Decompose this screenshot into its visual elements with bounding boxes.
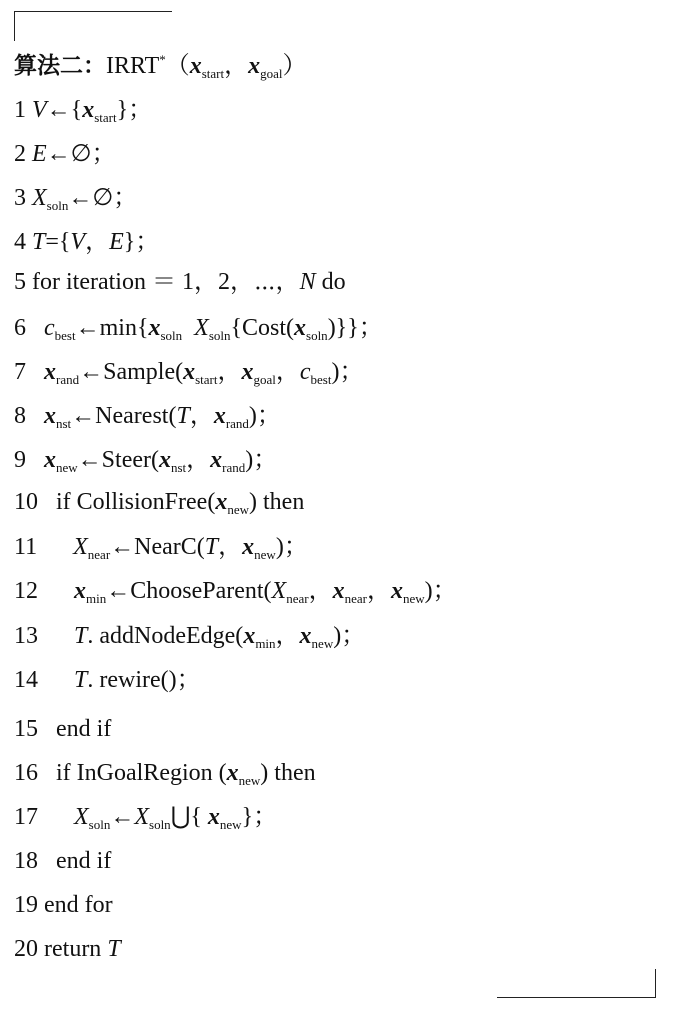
var: T bbox=[32, 229, 46, 255]
code: end for bbox=[44, 892, 113, 918]
subscript: rand bbox=[225, 416, 249, 431]
algo-line-16 bbox=[14, 758, 316, 788]
algo-line-15 bbox=[14, 714, 111, 744]
line-number: 16 bbox=[14, 760, 38, 786]
code: ， bbox=[308, 578, 333, 604]
code: ←Nearest( bbox=[71, 403, 177, 429]
subscript: start bbox=[201, 66, 225, 81]
var: x bbox=[82, 97, 95, 123]
frame-corner-top-left bbox=[14, 11, 15, 41]
algo-line-5 bbox=[14, 267, 346, 297]
var: x bbox=[390, 578, 403, 604]
algo-line-4 bbox=[14, 227, 159, 257]
code: }； bbox=[241, 804, 278, 830]
algo-line-8 bbox=[14, 401, 281, 431]
var: N bbox=[299, 269, 316, 295]
code: . rewire()； bbox=[87, 667, 201, 693]
line-number: 7 bbox=[14, 359, 26, 385]
line-number: 13 bbox=[14, 623, 38, 649]
algorithm-label: 算法二： bbox=[14, 53, 106, 79]
code: if InGoalRegion ( bbox=[56, 760, 227, 786]
code: ←∅； bbox=[46, 141, 116, 167]
subscript: soln bbox=[88, 817, 111, 832]
code: ←∅； bbox=[68, 185, 138, 211]
subscript: best bbox=[310, 372, 332, 387]
code: )； bbox=[424, 578, 457, 604]
code: end if bbox=[56, 716, 112, 742]
subscript: new bbox=[254, 547, 276, 562]
var: x bbox=[248, 53, 261, 79]
var: V bbox=[32, 97, 47, 123]
line-number: 3 bbox=[14, 185, 26, 211]
code: )； bbox=[331, 359, 364, 385]
subscript: new bbox=[56, 460, 78, 475]
var: x bbox=[189, 53, 202, 79]
line-number: 5 bbox=[14, 269, 26, 295]
code: ， bbox=[189, 403, 214, 429]
code: for iteration ＝ 1，2，⋯， bbox=[32, 269, 300, 295]
var: T bbox=[107, 936, 121, 962]
code: ) then bbox=[249, 489, 305, 515]
line-number: 19 bbox=[14, 892, 38, 918]
code: ←{ bbox=[46, 97, 83, 123]
code: ={ bbox=[45, 229, 71, 255]
subscript: new bbox=[402, 591, 425, 606]
star-mark: * bbox=[159, 52, 166, 67]
algo-line-7 bbox=[14, 357, 363, 387]
subscript: near bbox=[344, 591, 367, 606]
code: {Cost( bbox=[230, 315, 295, 341]
subscript: soln bbox=[160, 328, 183, 343]
algo-line-13 bbox=[14, 621, 365, 651]
subscript: goal bbox=[253, 372, 276, 387]
subscript: soln bbox=[46, 198, 69, 213]
var: X bbox=[271, 578, 287, 604]
code: )； bbox=[248, 403, 281, 429]
code: }； bbox=[123, 229, 160, 255]
code: ←Steer( bbox=[77, 447, 159, 473]
algo-line-3 bbox=[14, 183, 137, 213]
line-number: 9 bbox=[14, 447, 26, 473]
paren: ） bbox=[282, 53, 307, 79]
var: T bbox=[204, 534, 219, 560]
subscript: new bbox=[238, 773, 261, 788]
code: ⋃{ bbox=[170, 804, 208, 830]
code: end if bbox=[56, 848, 112, 874]
line-number: 11 bbox=[14, 534, 38, 560]
subscript: goal bbox=[260, 66, 283, 81]
var: X bbox=[74, 804, 89, 830]
var: x bbox=[241, 359, 254, 385]
var: V bbox=[70, 229, 86, 255]
var: x bbox=[148, 315, 161, 341]
subscript: best bbox=[54, 328, 76, 343]
line-number: 20 bbox=[14, 936, 38, 962]
var: X bbox=[32, 185, 47, 211]
paren: （ bbox=[165, 53, 190, 79]
code: ←ChooseParent( bbox=[106, 578, 272, 604]
var: T bbox=[74, 623, 88, 649]
algo-line-14 bbox=[14, 665, 201, 695]
frame-corner-top-left bbox=[14, 11, 172, 12]
code: }； bbox=[116, 97, 153, 123]
line-number: 10 bbox=[14, 489, 38, 515]
line-number: 18 bbox=[14, 848, 38, 874]
code: ， bbox=[275, 623, 300, 649]
var: x bbox=[158, 447, 171, 473]
line-number: 8 bbox=[14, 403, 26, 429]
code: ←NearC( bbox=[110, 534, 205, 560]
code: )； bbox=[245, 447, 278, 473]
subscript: nst bbox=[170, 460, 187, 475]
algo-line-20 bbox=[14, 934, 121, 964]
subscript: rand bbox=[222, 460, 246, 475]
var: x bbox=[226, 760, 239, 786]
subscript: new bbox=[311, 636, 334, 651]
line-number: 14 bbox=[14, 667, 38, 693]
var: x bbox=[213, 403, 226, 429]
code: do bbox=[315, 269, 346, 295]
code: ← bbox=[110, 804, 135, 830]
algo-line-10 bbox=[14, 487, 304, 517]
var: x bbox=[74, 578, 86, 604]
var: T bbox=[176, 403, 190, 429]
var: E bbox=[32, 141, 47, 167]
var: x bbox=[242, 534, 255, 560]
code: if CollisionFree( bbox=[56, 489, 216, 515]
var: x bbox=[243, 623, 256, 649]
subscript: near bbox=[286, 591, 309, 606]
frame-corner-bottom-right bbox=[655, 969, 656, 998]
frame-corner-bottom-right bbox=[497, 997, 655, 998]
var: x bbox=[44, 447, 56, 473]
var: c bbox=[44, 315, 55, 341]
code: ， bbox=[217, 359, 242, 385]
subscript: soln bbox=[306, 328, 328, 343]
code: )； bbox=[333, 623, 366, 649]
algo-line-17 bbox=[14, 802, 277, 832]
algorithm-title bbox=[14, 51, 307, 81]
line-number: 6 bbox=[14, 315, 26, 341]
code: . addNodeEdge( bbox=[87, 623, 244, 649]
code: ) then bbox=[260, 760, 316, 786]
code: )； bbox=[275, 534, 308, 560]
var: x bbox=[207, 804, 220, 830]
code: ， bbox=[186, 447, 211, 473]
subscript: soln bbox=[149, 817, 171, 832]
code: return bbox=[44, 936, 108, 962]
line-number: 4 bbox=[14, 229, 26, 255]
code: ， bbox=[218, 534, 243, 560]
line-number: 2 bbox=[14, 141, 26, 167]
code: ， bbox=[275, 359, 300, 385]
subscript: new bbox=[227, 502, 249, 517]
subscript: start bbox=[195, 372, 218, 387]
line-number: 12 bbox=[14, 578, 38, 604]
line-number: 15 bbox=[14, 716, 38, 742]
var: x bbox=[183, 359, 196, 385]
subscript: near bbox=[87, 547, 111, 562]
subscript: rand bbox=[56, 372, 80, 387]
var: X bbox=[134, 804, 150, 830]
line-number: 1 bbox=[14, 97, 26, 123]
var: x bbox=[294, 315, 307, 341]
algo-line-2 bbox=[14, 139, 116, 169]
algo-line-1 bbox=[14, 95, 152, 125]
subscript: soln bbox=[208, 328, 231, 343]
var: X bbox=[73, 534, 88, 560]
subscript: start bbox=[94, 110, 117, 125]
var: c bbox=[299, 359, 311, 385]
algo-line-6 bbox=[14, 313, 383, 343]
subscript: new bbox=[219, 817, 242, 832]
code: ， bbox=[366, 578, 391, 604]
var: x bbox=[215, 489, 228, 515]
subscript: min bbox=[255, 636, 276, 651]
algo-line-12 bbox=[14, 576, 457, 606]
subscript: min bbox=[86, 591, 107, 606]
var: x bbox=[44, 403, 56, 429]
code: ←Sample( bbox=[79, 359, 184, 385]
var: x bbox=[44, 359, 56, 385]
subscript: nst bbox=[56, 416, 72, 431]
var: x bbox=[332, 578, 345, 604]
var: X bbox=[182, 315, 209, 341]
line-number: 17 bbox=[14, 804, 38, 830]
algo-line-9 bbox=[14, 445, 277, 475]
code: )}}； bbox=[327, 315, 383, 341]
var: T bbox=[74, 667, 88, 693]
algorithm-name: IRRT bbox=[106, 53, 160, 79]
algo-line-11 bbox=[14, 532, 308, 562]
algo-line-19 bbox=[14, 890, 113, 920]
code: ←min{ bbox=[75, 315, 149, 341]
var: E bbox=[109, 229, 124, 255]
var: x bbox=[299, 623, 312, 649]
var: x bbox=[210, 447, 223, 473]
algo-line-18 bbox=[14, 846, 111, 876]
code: ， bbox=[85, 229, 110, 255]
comma: ， bbox=[224, 53, 249, 79]
